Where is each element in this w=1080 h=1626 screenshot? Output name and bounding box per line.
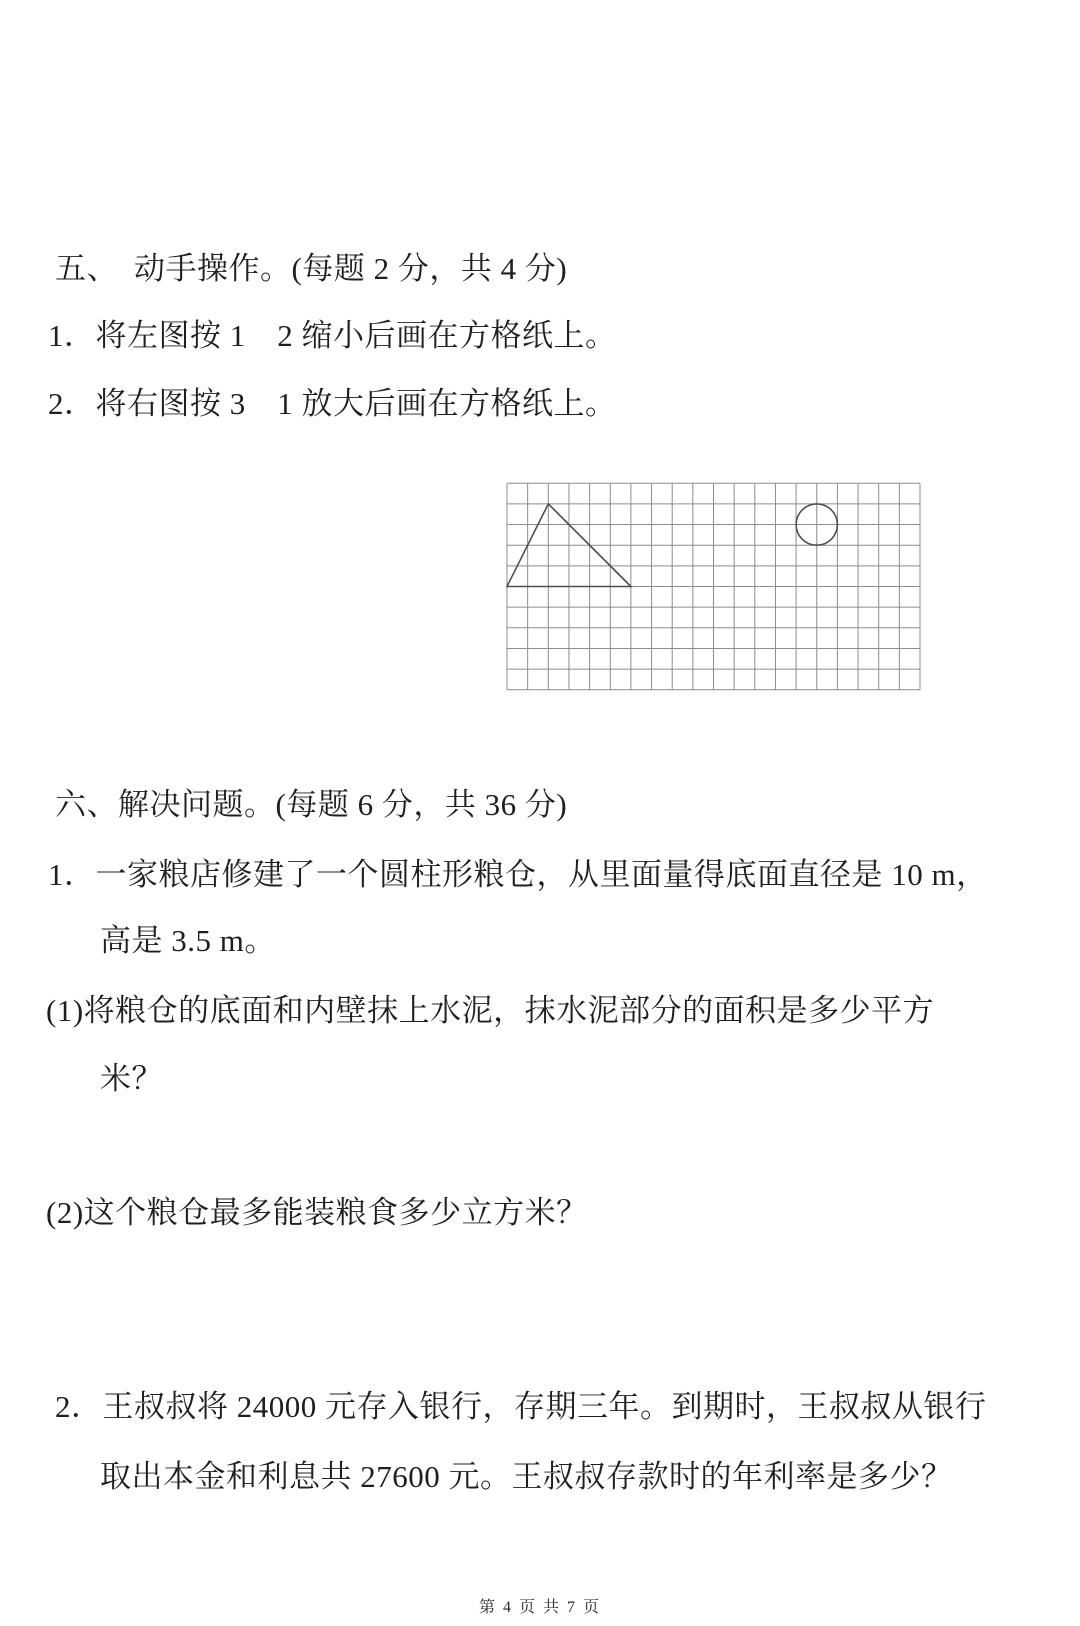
section5-item-1: 1．将左图按 1 2 缩小后画在方格纸上。 bbox=[48, 318, 617, 353]
page-footer: 第 4 页 共 7 页 bbox=[478, 1599, 601, 1616]
problem2-line2: 取出本金和利息共 27600 元。王叔叔存款时的年利率是多少？ bbox=[100, 1459, 953, 1494]
grid-paper-figure bbox=[506, 482, 921, 691]
section5-item-2: 2．将右图按 3 1 放大后画在方格纸上。 bbox=[48, 386, 617, 421]
section5-title: 五、 动手操作。(每题 2 分，共 4 分) bbox=[55, 251, 568, 286]
problem1-line2: 高是 3.5 m。 bbox=[100, 923, 276, 958]
problem1-sub1-line2: 米？ bbox=[100, 1061, 163, 1096]
grid-paper-svg bbox=[506, 482, 921, 691]
section6-title: 六、解决问题。(每题 6 分，共 36 分) bbox=[55, 787, 568, 822]
problem2-line1: 2．王叔叔将 24000 元存入银行，存期三年。到期时，王叔叔从银行 bbox=[55, 1389, 987, 1424]
problem1-sub2: (2)这个粮仓最多能装粮食多少立方米？ bbox=[46, 1195, 588, 1230]
problem1-line1: 1．一家粮店修建了一个圆柱形粮仓，从里面量得底面直径是 10 m， bbox=[48, 857, 988, 892]
problem1-sub1-line1: (1)将粮仓的底面和内壁抹上水泥，抹水泥部分的面积是多少平方 bbox=[46, 993, 935, 1028]
